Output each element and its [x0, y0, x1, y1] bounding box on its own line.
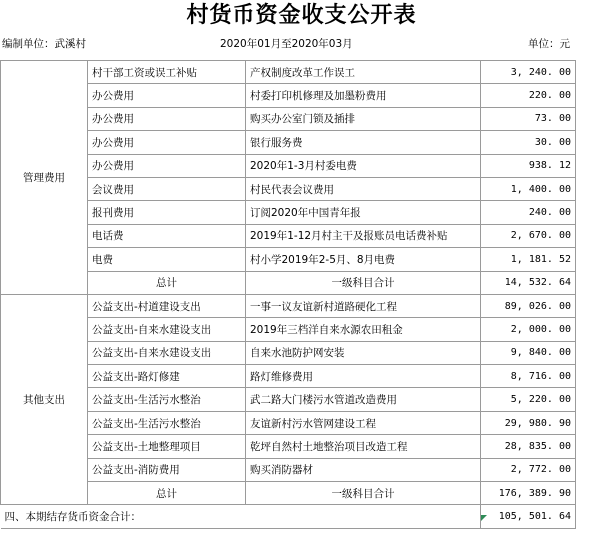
category-cell: 电话费 [88, 224, 246, 247]
amount-cell: 1, 181. 52 [481, 248, 576, 271]
category-cell: 村干部工资或误工补贴 [88, 61, 246, 84]
table-row [1, 224, 576, 247]
finance-table [0, 60, 576, 529]
table-row [1, 177, 576, 200]
table-row [1, 154, 576, 177]
total-row [1, 271, 576, 294]
detail-cell: 订阅2020年中国青年报 [246, 201, 481, 224]
amount-cell: 1, 400. 00 [481, 177, 576, 200]
total-detail: 一级科目合计 [246, 482, 481, 505]
amount-cell: 30. 00 [481, 131, 576, 154]
table-row [1, 388, 576, 411]
category-cell: 公益支出-自来水建设支出 [88, 341, 246, 364]
category-cell: 办公费用 [88, 107, 246, 130]
detail-cell: 乾坪自然村土地整治项目改造工程 [246, 435, 481, 458]
table-row [1, 341, 576, 364]
category-cell: 公益支出-土地整理项目 [88, 435, 246, 458]
total-detail: 一级科目合计 [246, 271, 481, 294]
category-cell: 公益支出-生活污水整治 [88, 388, 246, 411]
total-amount: 14, 532. 64 [481, 271, 576, 294]
detail-cell: 2019年三档洋自来水源农田租金 [246, 318, 481, 341]
table-row [1, 458, 576, 481]
amount-cell: 9, 840. 00 [481, 341, 576, 364]
detail-cell: 2020年1-3月村委电费 [246, 154, 481, 177]
final-balance-row [1, 505, 576, 528]
final-balance-amount: 105, 501. 64 [481, 505, 576, 528]
total-row [1, 482, 576, 505]
category-cell: 公益支出-自来水建设支出 [88, 318, 246, 341]
amount-cell: 2, 670. 00 [481, 224, 576, 247]
table-row [1, 201, 576, 224]
unit-label: 编制单位：武溪村 [2, 38, 86, 50]
category-cell: 报刊费用 [88, 201, 246, 224]
table-row [1, 61, 576, 84]
table-row [1, 365, 576, 388]
detail-cell: 购买办公室门锁及插排 [246, 107, 481, 130]
period-label: 2020年01月至2020年03月 [220, 38, 353, 50]
table-row [1, 131, 576, 154]
detail-cell: 村委打印机修理及加墨粉费用 [246, 84, 481, 107]
amount-cell: 220. 00 [481, 84, 576, 107]
detail-cell: 产权制度改革工作误工 [246, 61, 481, 84]
detail-cell: 银行服务费 [246, 131, 481, 154]
amount-cell: 29, 980. 90 [481, 411, 576, 434]
amount-cell: 5, 220. 00 [481, 388, 576, 411]
category-cell: 公益支出-村道建设支出 [88, 294, 246, 317]
category-cell: 办公费用 [88, 131, 246, 154]
category-cell: 办公费用 [88, 84, 246, 107]
amount-cell: 2, 000. 00 [481, 318, 576, 341]
amount-cell: 89, 026. 00 [481, 294, 576, 317]
detail-cell: 购买消防器材 [246, 458, 481, 481]
table-row [1, 318, 576, 341]
table-row [1, 294, 576, 317]
detail-cell: 村小学2019年2-5月、8月电费 [246, 248, 481, 271]
category-cell: 公益支出-生活污水整治 [88, 411, 246, 434]
category-cell: 电费 [88, 248, 246, 271]
detail-cell: 路灯维修费用 [246, 365, 481, 388]
section-name: 管理费用 [1, 61, 88, 295]
category-cell: 会议费用 [88, 177, 246, 200]
amount-cell: 2, 772. 00 [481, 458, 576, 481]
detail-cell: 村民代表会议费用 [246, 177, 481, 200]
table-row [1, 248, 576, 271]
table-row [1, 435, 576, 458]
detail-cell: 武二路大门楼污水管道改造费用 [246, 388, 481, 411]
page-title: 村货币资金收支公开表 [186, 2, 417, 28]
final-balance-label: 四、本期结存货币资金合计： [1, 505, 481, 528]
section-name: 其他支出 [1, 294, 88, 505]
category-cell: 公益支出-消防费用 [88, 458, 246, 481]
amount-cell: 28, 835. 00 [481, 435, 576, 458]
category-cell: 办公费用 [88, 154, 246, 177]
total-label: 总计 [88, 482, 246, 505]
table-row [1, 107, 576, 130]
total-amount: 176, 389. 90 [481, 482, 576, 505]
cell-marker-icon [481, 515, 487, 521]
amount-cell: 938. 12 [481, 154, 576, 177]
total-label: 总计 [88, 271, 246, 294]
currency-unit-label: 单位：元 [528, 38, 570, 50]
table-row [1, 411, 576, 434]
category-cell: 公益支出-路灯修建 [88, 365, 246, 388]
amount-cell: 240. 00 [481, 201, 576, 224]
amount-cell: 8, 716. 00 [481, 365, 576, 388]
detail-cell: 友谊新村污水管网建设工程 [246, 411, 481, 434]
detail-cell: 2019年1-12月村主干及报账员电话费补贴 [246, 224, 481, 247]
amount-cell: 73. 00 [481, 107, 576, 130]
amount-cell: 3, 240. 00 [481, 61, 576, 84]
table-row [1, 84, 576, 107]
detail-cell: 一事一议友谊新村道路硬化工程 [246, 294, 481, 317]
detail-cell: 自来水池防护网安装 [246, 341, 481, 364]
